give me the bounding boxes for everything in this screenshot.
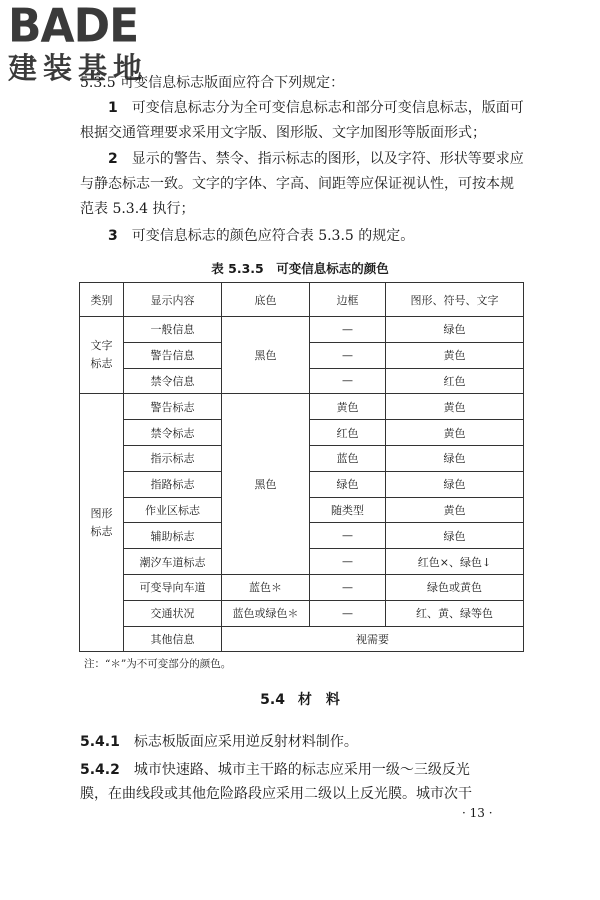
table-header-row: [80, 283, 524, 317]
cell-foreground: 黄色: [386, 342, 524, 368]
cell-border: —: [310, 523, 386, 549]
table-row: [80, 626, 524, 652]
table-row: [80, 600, 524, 626]
cell-foreground: 绿色或黄色: [386, 574, 524, 600]
section-number: 5.4: [260, 692, 285, 708]
cell-content: 其他信息: [124, 626, 222, 652]
cell-border: —: [310, 368, 386, 394]
cell-content: 指路标志: [124, 471, 222, 497]
item-2-text: 显示的警告、禁令、指示标志的图形，以及字符、形状等要求应与静态标志一致。文字的字体、字高、间距等应保证视认性，可按本规范表 5.3.4 执行；: [80, 151, 524, 217]
header-border: 边框: [310, 283, 386, 317]
cell-content: 交通状况: [124, 600, 222, 626]
cell-content: 禁令信息: [124, 368, 222, 394]
cell-border: —: [310, 600, 386, 626]
cell-foreground: 红色: [386, 368, 524, 394]
cell-content: 潮汐车道标志: [124, 549, 222, 575]
page-number: · 13 ·: [462, 806, 493, 820]
table-row: [80, 317, 524, 343]
cell-background: 黑色: [222, 317, 310, 394]
section-title: 材 料: [297, 692, 340, 708]
logo-main-text: BADE: [8, 0, 139, 54]
header-content: 显示内容: [124, 283, 222, 317]
cell-background: 黑色: [222, 394, 310, 575]
item-3: [80, 224, 526, 249]
clause-5-4-1: [80, 731, 358, 751]
cell-content: 指示标志: [124, 445, 222, 471]
section-heading: [0, 689, 600, 709]
clause-5-4-1-num: 5.4.1: [80, 734, 120, 750]
cell-border: 随类型: [310, 497, 386, 523]
group-text-signs: 文字标志: [80, 317, 124, 394]
item-2-num: 2: [108, 151, 118, 167]
cell-border: 红色: [310, 420, 386, 446]
cell-border: —: [310, 574, 386, 600]
cell-foreground: 红色×、绿色↓: [386, 549, 524, 575]
table-note: 注：“＊”为不可变部分的颜色。: [84, 658, 232, 670]
clause-5-4-2-num: 5.4.2: [80, 762, 120, 778]
cell-foreground: 绿色: [386, 317, 524, 343]
cell-border: 蓝色: [310, 445, 386, 471]
logo-sub-text: 建装基地: [8, 51, 149, 85]
cell-background: 蓝色或绿色＊: [222, 600, 310, 626]
item-1-text: 可变信息标志分为全可变信息标志和部分可变信息标志，版面可根据交通管理要求采用文字版、图形版、文字加图形等版面形式；: [80, 100, 524, 141]
cell-border: 黄色: [310, 394, 386, 420]
item-1-num: 1: [108, 100, 118, 116]
cell-foreground: 绿色: [386, 523, 524, 549]
cell-foreground: 绿色: [386, 471, 524, 497]
clause-5-4-2: [80, 759, 470, 779]
group-graphic-signs: 图形标志: [80, 394, 124, 652]
cell-content: 辅助标志: [124, 523, 222, 549]
cell-foreground: 黄色: [386, 497, 524, 523]
item-3-num: 3: [108, 228, 118, 244]
table-row: [80, 574, 524, 600]
item-1: [80, 96, 526, 146]
cell-foreground: 绿色: [386, 445, 524, 471]
clause-5-4-2-line1: 城市快速路、城市主干路的标志应采用一级～三级反光: [133, 762, 470, 778]
clause-5-4-1-text: 标志板版面应采用逆反射材料制作。: [133, 734, 358, 750]
cell-foreground: 黄色: [386, 394, 524, 420]
cell-foreground: 红、黄、绿等色: [386, 600, 524, 626]
header-category: 类别: [80, 283, 124, 317]
table-row: [80, 394, 524, 420]
clause-header: 5.3.5 可变信息标志版面应符合下列规定：: [80, 75, 345, 91]
color-table: [79, 282, 524, 652]
cell-border: —: [310, 317, 386, 343]
cell-content: 作业区标志: [124, 497, 222, 523]
cell-content: 可变导向车道: [124, 574, 222, 600]
header-foreground: 图形、符号、文字: [386, 283, 524, 317]
item-3-text: 可变信息标志的颜色应符合表 5.3.5 的规定。: [131, 228, 415, 244]
cell-background: 蓝色＊: [222, 574, 310, 600]
cell-merged: 视需要: [222, 626, 524, 652]
cell-content: 警告信息: [124, 342, 222, 368]
cell-border: —: [310, 549, 386, 575]
header-background: 底色: [222, 283, 310, 317]
cell-content: 一般信息: [124, 317, 222, 343]
clause-5-4-2-cont: 膜，在曲线段或其他危险路段应采用二级以上反光膜。城市次干: [80, 786, 472, 802]
table-caption: 表 5.3.5 可变信息标志的颜色: [211, 261, 389, 276]
cell-content: 警告标志: [124, 394, 222, 420]
cell-border: —: [310, 342, 386, 368]
cell-border: 绿色: [310, 471, 386, 497]
cell-foreground: 黄色: [386, 420, 524, 446]
cell-content: 禁令标志: [124, 420, 222, 446]
item-2: [80, 147, 526, 222]
